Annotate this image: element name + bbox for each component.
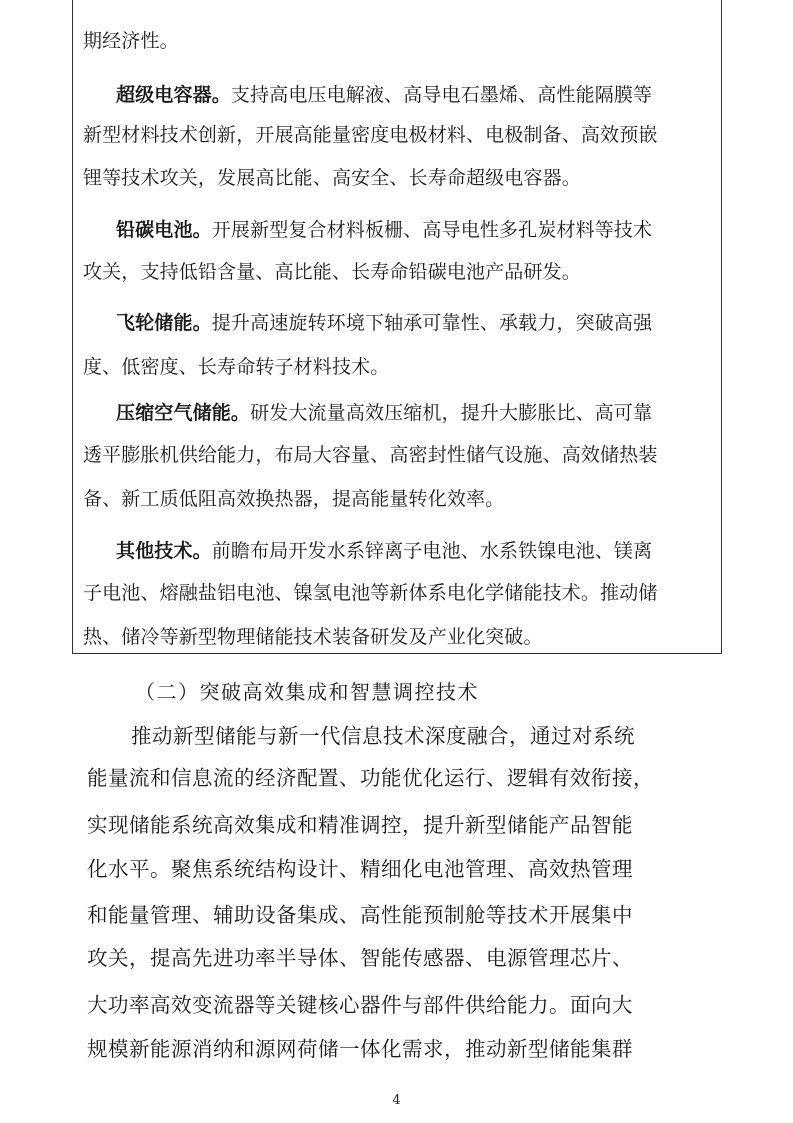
box-line: 子电池、熔融盐铝电池、镍氢电池等新体系电化学储能技术。推动储: [83, 582, 658, 604]
paragraph-heading: 飞轮储能。: [116, 312, 212, 334]
framed-text-box: [72, 0, 722, 654]
box-line: 新型材料技术创新，开展高能量密度电极材料、电极制备、高效预嵌: [83, 124, 658, 146]
box-line: 攻关，支持低铅含量、高比能、长寿命铅碳电池产品研发。: [83, 261, 581, 283]
body-line: 实现储能系统高效集成和精准调控，提升新型储能产品智能: [87, 813, 633, 837]
box-line: 备、新工质低阻高效换热器，提高能量转化效率。: [83, 488, 505, 510]
body-line: 能量流和信息流的经济配置、功能优化运行、逻辑有效衔接，: [87, 766, 654, 790]
box-line: 期经济性。: [83, 30, 179, 52]
box-line: 透平膨胀机供给能力，布局大容量、高密封性储气设施、高效储热装: [83, 444, 658, 466]
box-paragraph-other-tech: 其他技术。前瞻布局开发水系锌离子电池、水系铁镍电池、镁离: [116, 540, 653, 562]
box-line: 热、储冷等新型物理储能技术装备研发及产业化突破。: [83, 626, 543, 648]
paragraph-heading: 铅碳电池。: [116, 219, 212, 241]
paragraph-heading: 压缩空气储能。: [116, 402, 251, 424]
paragraph-heading: 其他技术。: [116, 540, 212, 562]
body-line: 和能量管理、辅助设备集成、高性能预制舱等技术开展集中: [87, 903, 633, 927]
box-paragraph-flywheel: 飞轮储能。提升高速旋转环境下轴承可靠性、承载力，突破高强: [116, 312, 653, 334]
page-number: 4: [392, 1093, 401, 1108]
body-line: 推动新型储能与新一代信息技术深度融合，通过对系统: [131, 724, 635, 748]
body-line: 化水平。聚焦系统结构设计、精细化电池管理、高效热管理: [87, 857, 633, 881]
section-heading: （二）突破高效集成和智慧调控技术: [135, 680, 479, 704]
box-line: 锂等技术攻关，发展高比能、高安全、长寿命超级电容器。: [83, 167, 581, 189]
body-line: 规模新能源消纳和源网荷储一体化需求，推动新型储能集群: [87, 1037, 633, 1061]
body-line: 攻关，提高先进功率半导体、智能传感器、电源管理芯片、: [87, 946, 633, 970]
paragraph-heading: 超级电容器。: [116, 84, 231, 106]
body-line: 大功率高效变流器等关键核心器件与部件供给能力。面向大: [87, 993, 633, 1017]
box-paragraph-supercapacitor: 超级电容器。支持高电压电解液、高导电石墨烯、高性能隔膜等: [116, 84, 653, 106]
box-line: 度、低密度、长寿命转子材料技术。: [83, 356, 390, 378]
box-paragraph-lead-carbon: 铅碳电池。开展新型复合材料板栅、高导电性多孔炭材料等技术: [116, 219, 653, 241]
box-paragraph-compressed-air: 压缩空气储能。研发大流量高效压缩机，提升大膨胀比、高可靠: [116, 402, 653, 424]
